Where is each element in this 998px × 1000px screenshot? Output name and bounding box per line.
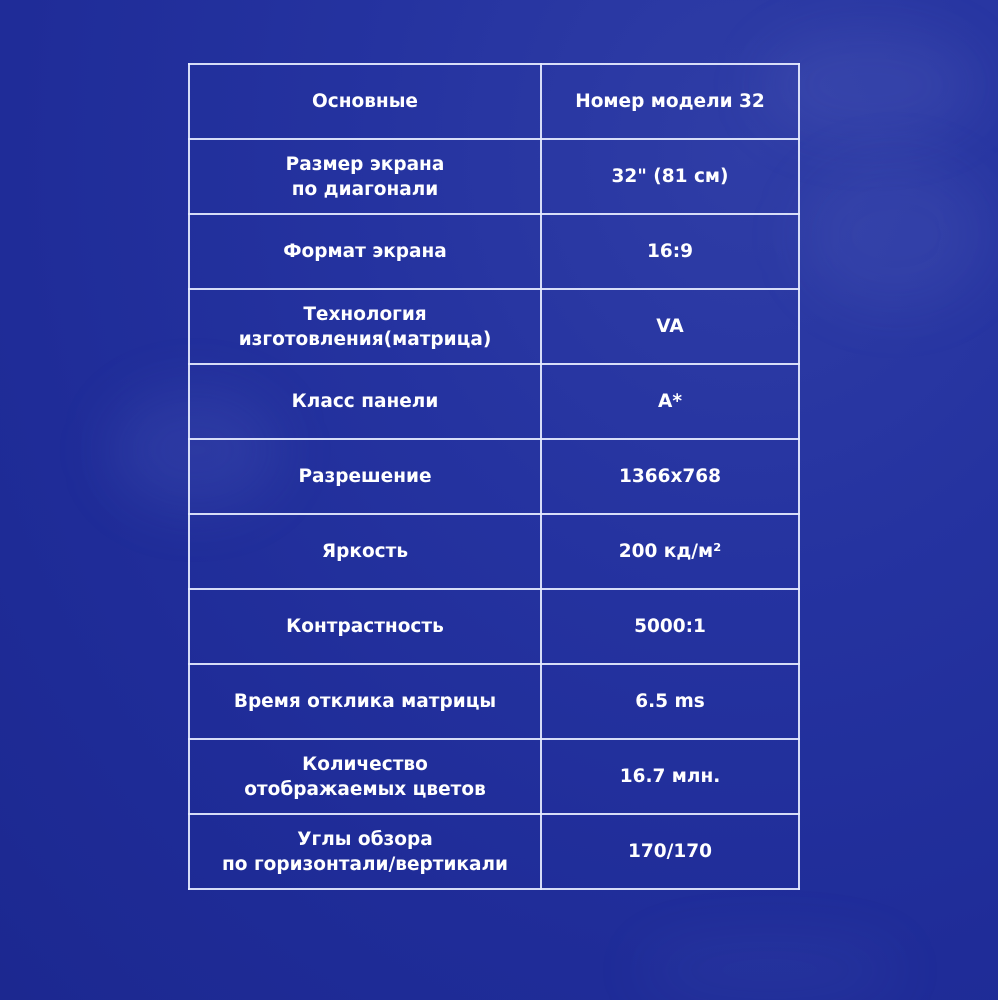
spec-label: [189, 64, 541, 139]
spec-label-text: Яркость: [321, 541, 409, 562]
spec-label: [189, 589, 541, 664]
spec-value-text: 170/170: [628, 841, 712, 862]
table-row: [189, 439, 799, 514]
table-row: [189, 364, 799, 439]
spec-value-text: Номер модели 32: [575, 91, 765, 112]
spec-value: [541, 589, 799, 664]
background-cloud: [640, 940, 900, 1000]
spec-value-text: 32" (81 см): [611, 166, 729, 187]
spec-value: [541, 739, 799, 814]
table-row: [189, 664, 799, 739]
table-row: [189, 514, 799, 589]
spec-label-text: Формат экрана: [283, 241, 447, 262]
spec-label-text: Основные: [312, 91, 418, 112]
spec-label: [189, 289, 541, 364]
spec-value: [541, 439, 799, 514]
spec-table: [188, 63, 800, 890]
spec-label-text: Класс панели: [291, 391, 439, 412]
spec-value: [541, 514, 799, 589]
spec-value: [541, 214, 799, 289]
spec-value: [541, 64, 799, 139]
spec-label-text: Количество отображаемых цветов: [244, 753, 486, 800]
spec-label: [189, 664, 541, 739]
spec-value: [541, 139, 799, 214]
spec-label: [189, 364, 541, 439]
spec-value-text: 16.7 млн.: [619, 766, 721, 787]
spec-label: [189, 214, 541, 289]
table-row: [189, 289, 799, 364]
spec-value-text: 200 кд/м²: [618, 541, 722, 562]
spec-value-text: 1366x768: [618, 466, 722, 487]
background-cloud: [800, 160, 990, 310]
spec-value-text: 16:9: [646, 241, 693, 262]
spec-label: [189, 139, 541, 214]
table-row: [189, 64, 799, 139]
spec-value: [541, 364, 799, 439]
table-row: [189, 589, 799, 664]
spec-value-text: 6.5 ms: [635, 691, 705, 712]
spec-value: [541, 814, 799, 889]
spec-label: [189, 514, 541, 589]
spec-value: [541, 289, 799, 364]
table-row: [189, 814, 799, 889]
spec-label: [189, 739, 541, 814]
spec-value: [541, 664, 799, 739]
spec-label-text: Размер экрана по диагонали: [285, 153, 445, 200]
spec-label-text: Технология изготовления(матрица): [238, 303, 492, 350]
spec-label: [189, 814, 541, 889]
table-row: [189, 739, 799, 814]
spec-label-text: Углы обзора по горизонтали/вертикали: [222, 828, 508, 875]
spec-value-text: A*: [658, 391, 682, 412]
spec-label-text: Разрешение: [298, 466, 432, 487]
spec-label-text: Время отклика матрицы: [233, 691, 497, 712]
spec-label-text: Контрастность: [286, 616, 444, 637]
spec-value-text: VA: [656, 316, 684, 337]
table-row: [189, 214, 799, 289]
spec-label: [189, 439, 541, 514]
spec-value-text: 5000:1: [634, 616, 706, 637]
table-row: [189, 139, 799, 214]
